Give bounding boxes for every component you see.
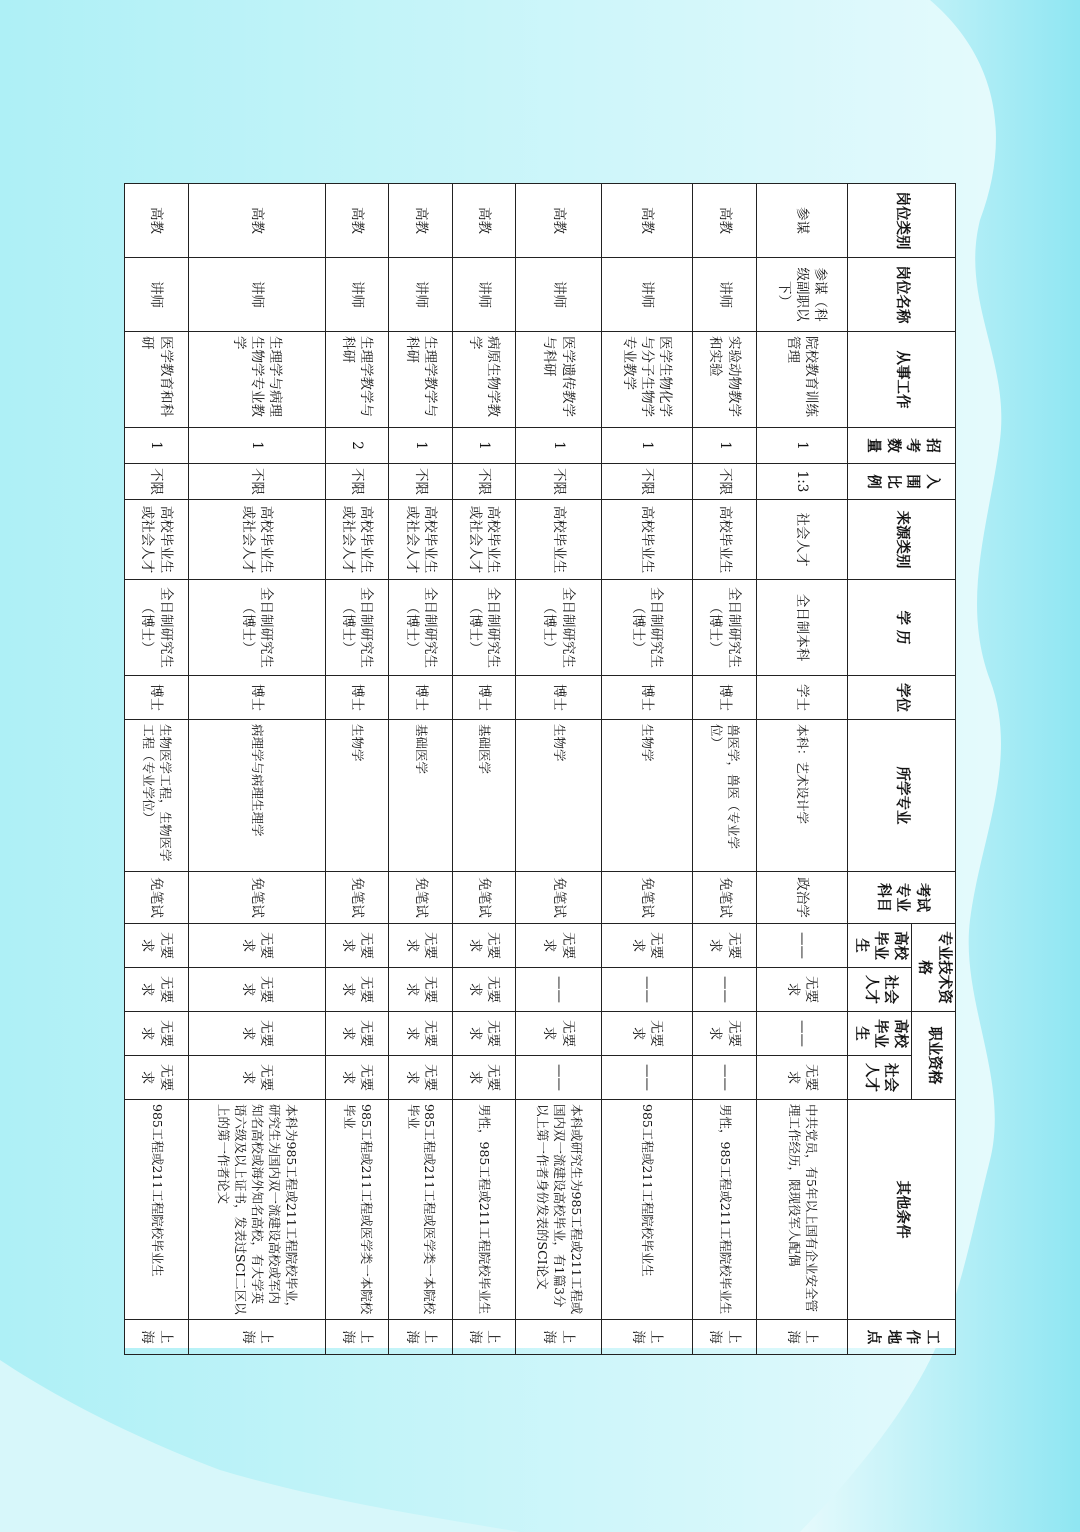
cell-count: 1 xyxy=(516,428,601,464)
header-name: 岗位名称 xyxy=(848,258,956,332)
cell-major: 生物学 xyxy=(601,720,693,872)
cell-place: 上海 xyxy=(125,1320,189,1355)
cell-category: 高教 xyxy=(325,184,389,258)
cell-degree: 博士 xyxy=(601,676,693,720)
cell-job-soc: 无要求 xyxy=(389,1056,453,1100)
cell-source: 高校毕业生或社会人才 xyxy=(125,500,189,580)
table-row xyxy=(125,184,189,1355)
cell-other: 985工程或211工程或医学类一本院校毕业 xyxy=(325,1100,389,1320)
header-edu: 学 历 xyxy=(848,580,956,676)
cell-edu: 全日制研究生（博士） xyxy=(516,580,601,676)
cell-work: 生理学教学与科研 xyxy=(325,332,389,428)
cell-work: 医学生物化学与分子生物学专业教学 xyxy=(601,332,693,428)
cell-other: 男性，985工程或211工程院校毕业生 xyxy=(693,1100,757,1320)
table-row xyxy=(693,184,757,1355)
header-degree: 学位 xyxy=(848,676,956,720)
cell-prof-grad: 无要求 xyxy=(452,924,516,968)
cell-job-grad: 无要求 xyxy=(601,1012,693,1056)
cell-name: 参谋（科级副职以下） xyxy=(756,258,848,332)
cell-exam: 免笔试 xyxy=(601,872,693,924)
cell-category: 高教 xyxy=(601,184,693,258)
cell-ratio: 1:3 xyxy=(756,464,848,500)
table-row xyxy=(756,184,848,1355)
cell-edu: 全日制研究生（博士） xyxy=(188,580,325,676)
cell-prof-soc: —— xyxy=(516,968,601,1012)
cell-source: 高校毕业生或社会人才 xyxy=(325,500,389,580)
cell-place: 上海 xyxy=(389,1320,453,1355)
header-prof-qual: 专业技术资格 xyxy=(911,924,955,1012)
cell-exam: 免笔试 xyxy=(516,872,601,924)
cell-place: 上海 xyxy=(601,1320,693,1355)
header-work: 从事工作 xyxy=(848,332,956,428)
cell-count: 1 xyxy=(452,428,516,464)
header-other: 其他条件 xyxy=(848,1100,956,1320)
cell-major: 生物学 xyxy=(325,720,389,872)
cell-prof-soc: 无要求 xyxy=(325,968,389,1012)
cell-ratio: 不限 xyxy=(389,464,453,500)
cell-prof-soc: 无要求 xyxy=(125,968,189,1012)
cell-prof-grad: 无要求 xyxy=(601,924,693,968)
cell-place: 上海 xyxy=(325,1320,389,1355)
cell-job-grad: 无要求 xyxy=(188,1012,325,1056)
header-count: 招考数量 xyxy=(848,428,956,464)
table-row xyxy=(516,184,601,1355)
cell-category: 高教 xyxy=(452,184,516,258)
table-row xyxy=(188,184,325,1355)
cell-count: 1 xyxy=(125,428,189,464)
cell-source: 高校毕业生或社会人才 xyxy=(389,500,453,580)
cell-work: 生理学与病理生物学专业教学 xyxy=(188,332,325,428)
cell-degree: 博士 xyxy=(325,676,389,720)
cell-job-soc: 无要求 xyxy=(325,1056,389,1100)
cell-other: 985工程或211工程院校毕业生 xyxy=(125,1100,189,1320)
cell-place: 上海 xyxy=(516,1320,601,1355)
cell-place: 上海 xyxy=(693,1320,757,1355)
cell-category: 高教 xyxy=(188,184,325,258)
table-row xyxy=(325,184,389,1355)
cell-degree: 博士 xyxy=(693,676,757,720)
cell-source: 高校毕业生 xyxy=(601,500,693,580)
cell-degree: 博士 xyxy=(188,676,325,720)
cell-count: 2 xyxy=(325,428,389,464)
cell-job-grad: 无要求 xyxy=(389,1012,453,1056)
cell-prof-grad: 无要求 xyxy=(516,924,601,968)
cell-source: 社会人才 xyxy=(756,500,848,580)
cell-prof-soc: 无要求 xyxy=(188,968,325,1012)
header-row xyxy=(911,184,955,1355)
cell-count: 1 xyxy=(601,428,693,464)
cell-degree: 博士 xyxy=(452,676,516,720)
cell-ratio: 不限 xyxy=(601,464,693,500)
cell-major: 基础医学 xyxy=(452,720,516,872)
cell-job-soc: 无要求 xyxy=(188,1056,325,1100)
cell-category: 参谋 xyxy=(756,184,848,258)
cell-edu: 全日制本科 xyxy=(756,580,848,676)
cell-edu: 全日制研究生（博士） xyxy=(325,580,389,676)
cell-source: 高校毕业生或社会人才 xyxy=(452,500,516,580)
cell-job-soc: 无要求 xyxy=(125,1056,189,1100)
cell-job-grad: —— xyxy=(756,1012,848,1056)
rotated-table-wrapper xyxy=(124,183,956,1348)
cell-other: 男性，985工程或211工程院校毕业生 xyxy=(452,1100,516,1320)
cell-category: 高教 xyxy=(693,184,757,258)
cell-prof-grad: —— xyxy=(756,924,848,968)
cell-job-soc: 无要求 xyxy=(452,1056,516,1100)
header-place: 工作地点 xyxy=(848,1320,956,1355)
cell-ratio: 不限 xyxy=(125,464,189,500)
cell-name: 讲师 xyxy=(389,258,453,332)
cell-other: 本科为985工程或211工程院校毕业，研究生为国内双一流建设高校或军内知名高校或海外知名高校，有大学英语六级及以上证书，发表过SCI二区以上的第一作者论文 xyxy=(188,1100,325,1320)
cell-source: 高校毕业生或社会人才 xyxy=(188,500,325,580)
cell-prof-soc: —— xyxy=(601,968,693,1012)
cell-place: 上海 xyxy=(188,1320,325,1355)
cell-degree: 博士 xyxy=(125,676,189,720)
cell-major: 病理学与病理生理学 xyxy=(188,720,325,872)
cell-prof-grad: 无要求 xyxy=(325,924,389,968)
cell-ratio: 不限 xyxy=(452,464,516,500)
cell-job-grad: 无要求 xyxy=(125,1012,189,1056)
cell-major: 基础医学 xyxy=(389,720,453,872)
cell-major: 本科：艺术设计学 xyxy=(756,720,848,872)
cell-job-grad: 无要求 xyxy=(452,1012,516,1056)
cell-other: 985工程或211工程或医学类一本院校毕业 xyxy=(389,1100,453,1320)
cell-ratio: 不限 xyxy=(188,464,325,500)
cell-exam: 免笔试 xyxy=(693,872,757,924)
cell-edu: 全日制研究生（博士） xyxy=(125,580,189,676)
cell-name: 讲师 xyxy=(325,258,389,332)
header-major: 所学专业 xyxy=(848,720,956,872)
cell-source: 高校毕业生 xyxy=(516,500,601,580)
cell-edu: 全日制研究生（博士） xyxy=(452,580,516,676)
cell-job-soc: 无要求 xyxy=(756,1056,848,1100)
cell-count: 1 xyxy=(389,428,453,464)
cell-job-soc: —— xyxy=(601,1056,693,1100)
cell-work: 实验动物教学和实验 xyxy=(693,332,757,428)
cell-degree: 博士 xyxy=(516,676,601,720)
cell-edu: 全日制研究生（博士） xyxy=(601,580,693,676)
cell-ratio: 不限 xyxy=(693,464,757,500)
cell-count: 1 xyxy=(693,428,757,464)
cell-exam: 免笔试 xyxy=(188,872,325,924)
header-source: 来源类别 xyxy=(848,500,956,580)
cell-name: 讲师 xyxy=(601,258,693,332)
cell-source: 高校毕业生 xyxy=(693,500,757,580)
cell-prof-soc: —— xyxy=(693,968,757,1012)
cell-exam: 免笔试 xyxy=(389,872,453,924)
cell-work: 医学教育和科研 xyxy=(125,332,189,428)
cell-work: 医学遗传教学与科研 xyxy=(516,332,601,428)
cell-category: 高教 xyxy=(389,184,453,258)
cell-edu: 全日制研究生（博士） xyxy=(389,580,453,676)
cell-job-soc: —— xyxy=(516,1056,601,1100)
cell-other: 中共党员，有5年以上国有企业安全管理工作经历，限现役军人配偶 xyxy=(756,1100,848,1320)
cell-major: 生物学 xyxy=(516,720,601,872)
cell-exam: 政治学 xyxy=(756,872,848,924)
cell-work: 病原生物学教学 xyxy=(452,332,516,428)
header-job-grad: 高校毕业生 xyxy=(848,1012,912,1056)
cell-job-grad: 无要求 xyxy=(325,1012,389,1056)
cell-work: 生理学教学与科研 xyxy=(389,332,453,428)
recruitment-table xyxy=(124,183,956,1355)
cell-prof-grad: 无要求 xyxy=(188,924,325,968)
cell-job-grad: 无要求 xyxy=(693,1012,757,1056)
cell-category: 高教 xyxy=(125,184,189,258)
cell-degree: 学士 xyxy=(756,676,848,720)
cell-job-soc: —— xyxy=(693,1056,757,1100)
cell-name: 讲师 xyxy=(452,258,516,332)
cell-other: 985工程或211工程院校毕业生 xyxy=(601,1100,693,1320)
cell-prof-grad: 无要求 xyxy=(389,924,453,968)
header-job-qual: 职业资格 xyxy=(911,1012,955,1100)
table-row xyxy=(601,184,693,1355)
table-row xyxy=(452,184,516,1355)
cell-job-grad: 无要求 xyxy=(516,1012,601,1056)
cell-prof-soc: 无要求 xyxy=(756,968,848,1012)
header-category: 岗位类别 xyxy=(848,184,956,258)
cell-other: 本科或研究生为985工程或211工程或国内双一流建设高校毕业，有1篇3分以上第一作者身份发表的SCI论文 xyxy=(516,1100,601,1320)
cell-exam: 免笔试 xyxy=(452,872,516,924)
cell-edu: 全日制研究生（博士） xyxy=(693,580,757,676)
cell-exam: 免笔试 xyxy=(325,872,389,924)
cell-prof-soc: 无要求 xyxy=(389,968,453,1012)
cell-prof-grad: 无要求 xyxy=(125,924,189,968)
cell-count: 1 xyxy=(188,428,325,464)
cell-name: 讲师 xyxy=(188,258,325,332)
header-prof-soc: 社会人才 xyxy=(848,968,912,1012)
header-job-soc: 社会人才 xyxy=(848,1056,912,1100)
cell-ratio: 不限 xyxy=(325,464,389,500)
cell-count: 1 xyxy=(756,428,848,464)
cell-ratio: 不限 xyxy=(516,464,601,500)
cell-name: 讲师 xyxy=(516,258,601,332)
cell-name: 讲师 xyxy=(693,258,757,332)
table-row xyxy=(389,184,453,1355)
header-ratio: 入围比例 xyxy=(848,464,956,500)
cell-major: 兽医学，兽医（专业学位） xyxy=(693,720,757,872)
cell-place: 上海 xyxy=(756,1320,848,1355)
cell-prof-soc: 无要求 xyxy=(452,968,516,1012)
cell-work: 院校教育训练管理 xyxy=(756,332,848,428)
cell-place: 上海 xyxy=(452,1320,516,1355)
cell-exam: 免笔试 xyxy=(125,872,189,924)
cell-major: 生物医学工程，生物医学工程（专业学位） xyxy=(125,720,189,872)
cell-degree: 博士 xyxy=(389,676,453,720)
cell-name: 讲师 xyxy=(125,258,189,332)
header-exam: 考试专业科目 xyxy=(848,872,956,924)
header-prof-grad: 高校毕业生 xyxy=(848,924,912,968)
cell-category: 高教 xyxy=(516,184,601,258)
cell-prof-grad: 无要求 xyxy=(693,924,757,968)
